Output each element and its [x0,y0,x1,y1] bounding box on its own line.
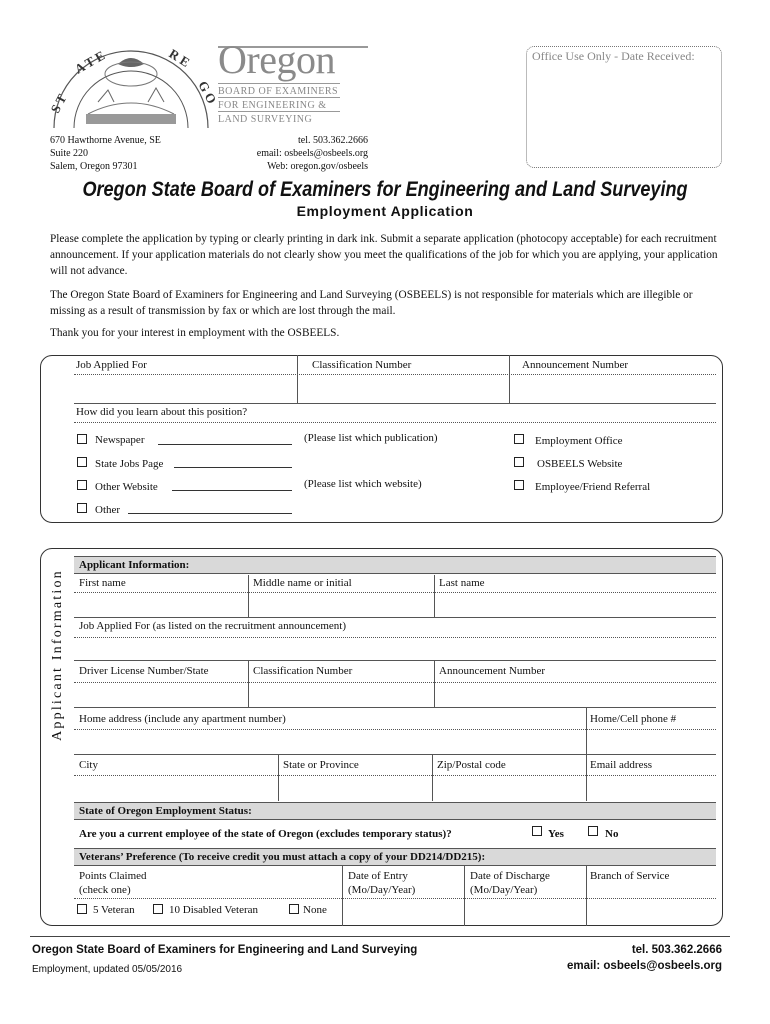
newspaper-label: Newspaper [95,434,145,446]
veteran-10-checkbox[interactable] [153,904,163,914]
employment-status-header: State of Oregon Employment Status: [74,802,716,820]
phone-field[interactable] [588,731,716,753]
divider [509,355,510,403]
veteran-10-label: 10 Disabled Veteran [169,904,258,916]
other-website-line[interactable] [172,490,292,491]
address-line: Suite 220 [50,148,89,159]
other-checkbox[interactable] [77,503,87,513]
last-name-field[interactable] [436,594,716,616]
classification-number-field[interactable] [299,376,507,402]
state-jobs-label: State Jobs Page [95,458,164,470]
divider [248,575,249,617]
svg-text:R E: R E [166,45,193,70]
dotted-rule [74,682,716,683]
dotted-rule [74,637,716,638]
dotted-rule [74,374,716,375]
divider [586,754,587,801]
divider [342,866,343,926]
intro-paragraph: Please complete the application by typing or clearly printing in dark ink. Submit a separate application (photocopy acceptable) for each recruitment announcement. If your application materials do not clearly show you meet the qualifications of the job for which you are applying, your application will not advance. [50,233,718,277]
svg-text:S T: S T [47,91,70,116]
date-entry-sublabel: (Mo/Day/Year) [348,884,416,896]
side-label-text: Applicant Information [50,569,65,741]
driver-license-field[interactable] [76,684,246,706]
dotted-rule [74,729,716,730]
website-note: (Please list which website) [304,478,422,490]
other-website-label: Other Website [95,481,158,493]
brand-line: BOARD OF EXAMINERS [218,83,340,98]
contact-line: tel. 503.362.2666 [298,135,368,146]
other-website-checkbox[interactable] [77,480,87,490]
state-jobs-checkbox[interactable] [77,457,87,467]
employment-question: Are you a current employee of the state of Oregon (excludes temporary status)? [79,828,452,840]
oregon-wordmark: Oregon [218,37,335,82]
veteran-5-label: 5 Veteran [93,904,135,916]
newspaper-checkbox[interactable] [77,434,87,444]
address-line: Salem, Oregon 97301 [50,161,138,172]
publication-note: (Please list which publication) [304,432,438,444]
first-name-label: First name [79,577,126,589]
brand-line: LAND SURVEYING [218,111,340,126]
middle-name-field[interactable] [250,594,432,616]
osbeels-website-label: OSBEELS Website [537,458,623,470]
divider [586,707,587,754]
veterans-header: Veterans’ Preference (To receive credit you must attach a copy of your DD214/DD215): [74,848,716,866]
svg-text:G O: G O [195,78,220,107]
date-discharge-sublabel: (Mo/Day/Year) [470,884,538,896]
board-contact [200,134,368,173]
middle-name-label: Middle name or initial [253,577,352,589]
points-claimed-label: Points Claimed [79,870,147,882]
email-field[interactable] [588,777,716,799]
page-title: Oregon State Board of Examiners for Engineering and Land Surveying [82,178,688,201]
city-label: City [79,759,98,771]
intro-paragraph: Thank you for your interest in employment with the OSBEELS. [50,327,340,339]
branch-field[interactable] [588,900,716,924]
intro-paragraph: The Oregon State Board of Examiners for Engineering and Land Surveying (OSBEELS) is not responsible for materials which are illegible or missing as a result of transmission by fax or which are lost through the mail. [50,289,693,317]
email-label: Email address [590,759,653,771]
veteran-5-checkbox[interactable] [77,904,87,914]
no-checkbox[interactable] [588,826,598,836]
zip-field[interactable] [434,777,584,799]
footer-rule [30,936,730,937]
employment-office-checkbox[interactable] [514,434,524,444]
points-claimed-sublabel: (check one) [79,884,131,896]
other-line[interactable] [128,513,292,514]
phone-label: Home/Cell phone # [590,713,677,725]
contact-line: Web: oregon.gov/osbeels [267,161,368,172]
state-jobs-line[interactable] [174,467,292,468]
divider [434,660,435,707]
first-name-field[interactable] [76,594,246,616]
branch-label: Branch of Service [590,870,670,882]
date-discharge-label: Date of Discharge [470,870,550,882]
classification-number-label: Classification Number [312,359,412,371]
city-field[interactable] [76,777,276,799]
divider [278,754,279,801]
divider [248,660,249,707]
divider [74,403,716,404]
date-entry-label: Date of Entry [348,870,408,882]
divider [74,754,716,755]
svg-text:A T E: A T E [72,47,108,77]
applicant-classification-field[interactable] [250,684,432,706]
state-field[interactable] [280,777,430,799]
divider [74,617,716,618]
divider [434,575,435,617]
brand-line: FOR ENGINEERING & [218,97,340,112]
divider [432,754,433,801]
applicant-announcement-label: Announcement Number [439,665,545,677]
board-address [50,134,161,173]
applicant-info-header: Applicant Information: [74,556,716,574]
osbeels-website-checkbox[interactable] [514,457,524,467]
no-label: No [605,828,619,840]
home-address-field[interactable] [76,731,584,753]
divider [74,660,716,661]
job-applied-for-field[interactable] [76,376,296,402]
office-use-box [526,46,722,168]
home-address-label: Home address (include any apartment number) [79,713,286,725]
dotted-rule [74,898,716,899]
applicant-job-label: Job Applied For (as listed on the recruitment announcement) [79,620,346,632]
office-use-label: Office Use Only - Date Received: [532,49,695,63]
dotted-rule [74,592,716,593]
footer-org: Oregon State Board of Examiners for Engineering and Land Surveying [32,944,418,956]
divider [586,866,587,926]
referral-label: Employee/Friend Referral [535,481,651,493]
footer-tel: tel. 503.362.2666 [631,944,722,956]
footer-email: email: osbeels@osbeels.org [566,960,722,972]
dotted-rule [74,775,716,776]
state-label: State or Province [283,759,359,771]
other-label: Other [95,504,121,516]
applicant-announcement-field[interactable] [436,684,716,706]
page-subtitle: Employment Application [296,203,474,219]
newspaper-line[interactable] [158,444,292,445]
driver-license-label: Driver License Number/State [79,665,209,677]
applicant-job-field[interactable] [76,639,716,659]
address-line: 670 Hawthorne Avenue, SE [50,135,161,146]
veteran-none-checkbox[interactable] [289,904,299,914]
contact-line: email: osbeels@osbeels.org [256,148,368,159]
last-name-label: Last name [439,577,485,589]
applicant-classification-label: Classification Number [253,665,353,677]
date-discharge-field[interactable] [466,900,584,924]
divider [297,355,298,403]
applicant-side-label [47,560,69,750]
announcement-number-label: Announcement Number [522,359,628,371]
divider [74,707,716,708]
referral-checkbox[interactable] [514,480,524,490]
job-applied-for-label: Job Applied For [76,359,147,371]
employment-office-label: Employment Office [535,435,623,447]
dotted-rule [74,422,716,423]
zip-label: Zip/Postal code [437,759,506,771]
how-learn-label: How did you learn about this position? [76,406,248,418]
date-entry-field[interactable] [344,900,462,924]
oregon-seal-logo [47,44,220,130]
yes-label: Yes [548,828,564,840]
yes-checkbox[interactable] [532,826,542,836]
veteran-none-label: None [303,904,327,916]
announcement-number-field[interactable] [511,376,716,402]
footer-updated: Employment, updated 05/05/2016 [32,964,183,975]
divider [464,866,465,926]
